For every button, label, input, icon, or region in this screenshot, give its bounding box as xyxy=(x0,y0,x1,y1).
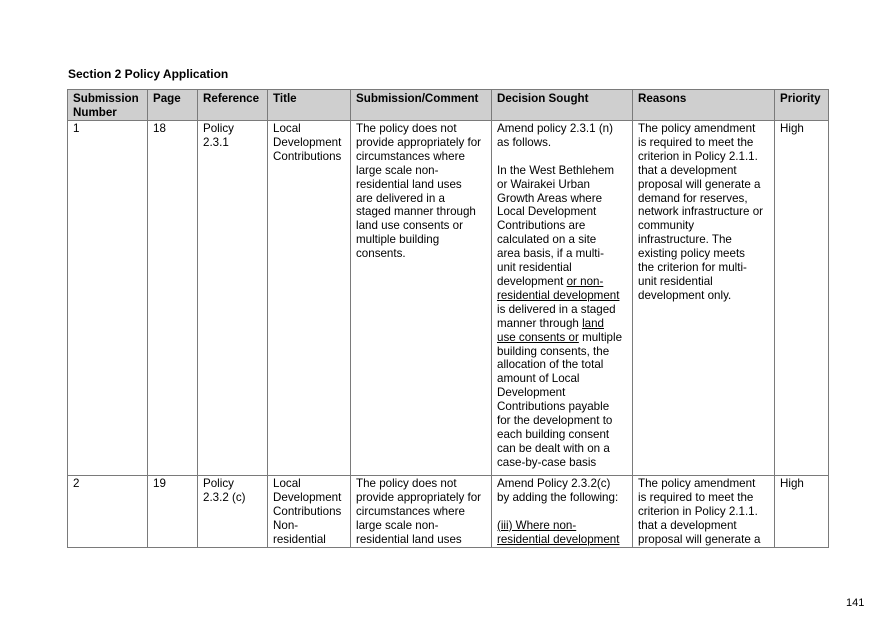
cell-title: Local Development Contributions xyxy=(268,121,351,476)
table-header-row xyxy=(68,90,829,121)
cell-decision-sought xyxy=(492,476,633,548)
cell-priority: High xyxy=(775,476,829,548)
cell-title: Local Development Contributions Non- residential xyxy=(268,476,351,548)
cell-submission-comment: The policy does not provide appropriately for circumstances where large scale non- residential land uses are delivered in a staged manner through land use consents or multiple building consents. xyxy=(351,121,492,476)
table-row xyxy=(68,121,829,476)
cell-submission-comment: The policy does not provide appropriately for circumstances where large scale non- residential land uses xyxy=(351,476,492,548)
cell-reasons: The policy amendment is required to meet the criterion in Policy 2.1.1. that a development proposal will generate a xyxy=(633,476,775,548)
cell-page: 18 xyxy=(148,121,198,476)
policy-table xyxy=(67,89,829,548)
header-reference: Reference xyxy=(198,90,268,121)
decision-text: multiple building consents, the allocation of the total amount of Local Development Contributions payable for the development to each building consent can be dealt with on a case-by-case basis xyxy=(497,330,623,469)
cell-reasons: The policy amendment is required to meet the criterion in Policy 2.1.1. that a development proposal will generate a demand for reserves, network infrastructure or community infrastructure. The existing policy meets the criterion for multi- unit residential development only. xyxy=(633,121,775,476)
decision-text: Amend policy 2.3.1 (n) as follows. In the West Bethlehem or Wairakei Urban Growth Areas where Local Development Contributions are calculated on a site area basis, if a multi- unit residential development xyxy=(497,122,615,288)
cell-reference: Policy 2.3.1 xyxy=(198,121,268,476)
decision-text: is delivered in a staged manner through xyxy=(497,302,616,330)
header-submission-number: Submission Number xyxy=(68,90,148,121)
header-submission-comment: Submission/Comment xyxy=(351,90,492,121)
header-title: Title xyxy=(268,90,351,121)
cell-reference: Policy 2.3.2 (c) xyxy=(198,476,268,548)
cell-submission-number: 2 xyxy=(68,476,148,548)
cell-submission-number: 1 xyxy=(68,121,148,476)
cell-priority: High xyxy=(775,121,829,476)
page-number: 141 xyxy=(846,597,865,609)
table-row xyxy=(68,476,829,548)
header-page: Page xyxy=(148,90,198,121)
section-title: Section 2 Policy Application xyxy=(68,67,229,81)
cell-page: 19 xyxy=(148,476,198,548)
header-reasons: Reasons xyxy=(633,90,775,121)
header-priority: Priority xyxy=(775,90,829,121)
decision-underlined-text: (iii) Where non- residential development xyxy=(497,518,620,546)
decision-underlined-text: land use consents or xyxy=(497,316,604,344)
cell-decision-sought xyxy=(492,121,633,476)
decision-underlined-text: or non- residential development xyxy=(497,274,620,302)
header-decision-sought: Decision Sought xyxy=(492,90,633,121)
decision-text: Amend Policy 2.3.2(c) by adding the following: xyxy=(497,477,619,504)
